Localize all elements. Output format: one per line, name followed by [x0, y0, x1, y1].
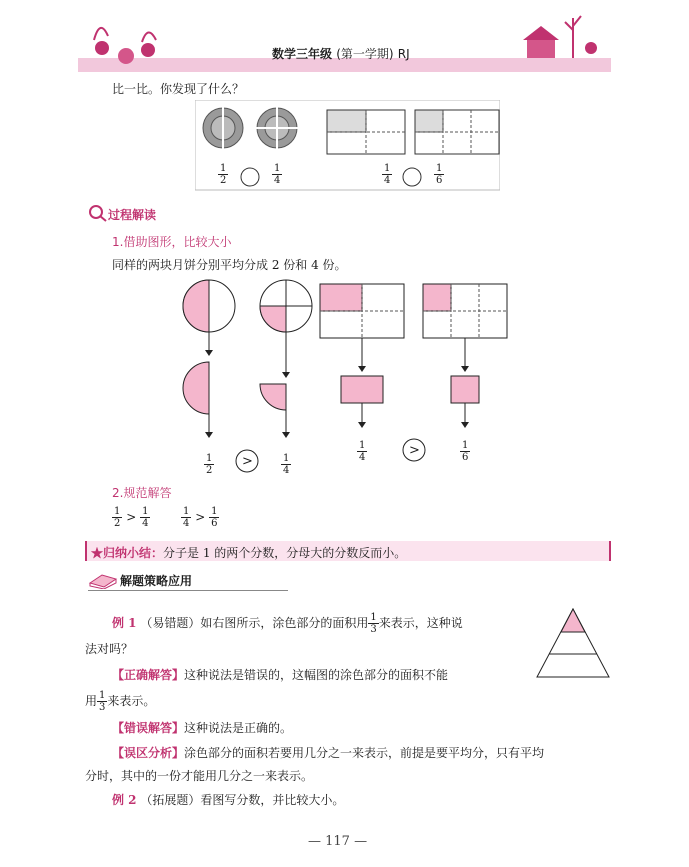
strategy-divider — [88, 590, 288, 591]
summary-text: ★归纳小结：分子是 1 的两个分数，分母大的分数反而小。 — [91, 546, 407, 560]
header-decoration-left — [78, 10, 188, 70]
strategy-heading: 解题策略应用 — [120, 574, 193, 588]
top-frac-1: $\frac{1}{2}$ — [220, 163, 227, 186]
intro-prompt: 比一比。你发现了什么？ — [112, 82, 245, 96]
magnifier-icon — [88, 204, 108, 222]
top-figures — [195, 100, 500, 192]
top-frac-3: $\frac{1}{4}$ — [384, 163, 391, 186]
compare-sign-2: > — [409, 443, 420, 458]
fig-frac-3: $\frac{1}{4}$ — [359, 440, 366, 463]
answer-1: $\frac{1}{2}$ > $\frac{1}{4}$ — [114, 506, 149, 529]
step2-title: 2.规范解答 — [112, 486, 172, 500]
example1-line1: 例 1 （易错题）如右图所示，涂色部分的面积用 $\frac{1}{3}$ 来表示，这种说 — [112, 612, 463, 635]
wrong-answer: 【错误解答】这种说法是正确的。 — [112, 721, 293, 735]
rect-quarters-grey — [327, 110, 405, 154]
correct-answer: 【正确解答】这种说法是错误的，这幅图的涂色部分的面积不能 — [112, 668, 449, 682]
book-subtitle: (第一学期) — [336, 47, 394, 61]
book-icon — [88, 569, 118, 589]
compare-sign-1: > — [242, 454, 253, 469]
top-frac-4: $\frac{1}{6}$ — [436, 163, 443, 186]
fig-frac-2: $\frac{1}{4}$ — [283, 453, 290, 476]
misconception-cont: 分时，其中的一份才能用几分之一来表示。 — [85, 769, 314, 783]
top-frac-2: $\frac{1}{4}$ — [274, 163, 281, 186]
summary-box — [85, 541, 611, 561]
triangle-figure — [533, 607, 613, 679]
example2-line: 例 2 （拓展题）看图写分数，并比较大小。 — [112, 793, 345, 807]
header-decoration-right — [505, 10, 611, 70]
step1-text: 同样的两块月饼分别平均分成 2 份和 4 份。 — [112, 258, 347, 272]
correct-answer-cont: 用 $\frac{1}{3}$ 来表示。 — [85, 690, 156, 713]
book-edition: RJ — [397, 47, 410, 61]
example1-line2: 法对吗？ — [85, 642, 134, 656]
misconception: 【误区分析】涂色部分的面积若要用几分之一来表示，前提是要平均分，只有平均 — [112, 746, 545, 760]
header-title — [272, 45, 410, 62]
answer-2: $\frac{1}{4}$ > $\frac{1}{6}$ — [183, 506, 218, 529]
book-title: 数学三年级 — [272, 47, 333, 61]
fig-frac-1: $\frac{1}{2}$ — [206, 453, 213, 476]
step1-title: 1.借助图形，比较大小 — [112, 235, 232, 249]
rect-sixths-grey — [415, 110, 499, 154]
page-number: — 117 — — [308, 834, 368, 849]
fig-frac-4: $\frac{1}{6}$ — [462, 440, 469, 463]
process-heading: 过程解读 — [108, 208, 157, 222]
